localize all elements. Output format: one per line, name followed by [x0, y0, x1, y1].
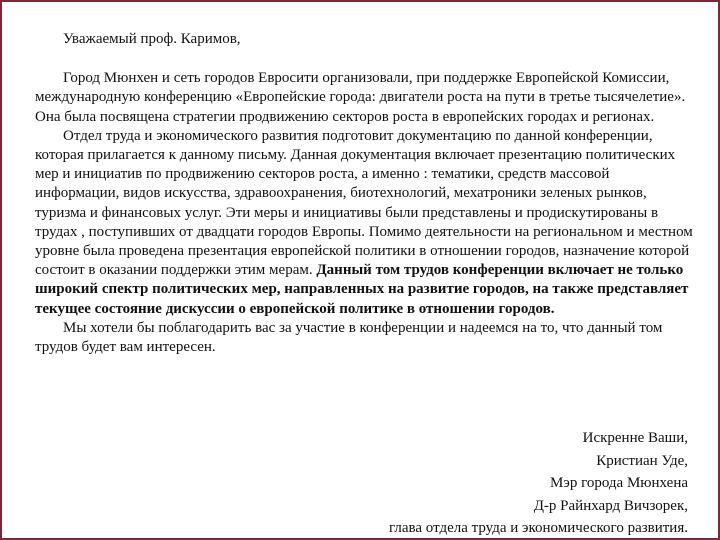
signature-block [389, 427, 688, 540]
paragraph-conference-intro [35, 69, 695, 127]
paragraph-conference-intro-text: Город Мюнхен и сеть городов Еврocити организовали, при поддержке Европейской Комиссии, международную конференцию «Европейские города: двигатели роста на пути в третье тысячелетие». Она была посвящена стратегии продвижению секторов роста в европейских городах и регионах. [35, 70, 686, 125]
signature-closing: Искренне Ваши, [582, 430, 688, 446]
signature-title-mayor: Мэр города Мюнхена [550, 475, 688, 491]
paragraph-thanks [35, 319, 695, 357]
paragraph-documentation [35, 127, 695, 319]
signature-name-head: Д-р Райнхард Вичзорек, [533, 497, 688, 514]
paragraph-thanks-text: Мы хотели бы поблагодарить вас за участие в конференции и надеемся на то, что данный том трудов будет вам интересен. [35, 319, 663, 356]
paragraph-documentation-text: Отдел труда и экономического развития подготовит документацию по данной конференции, которая прилагается к данному письму. Данная документация включает презентацию политических мер и инициатив по продвижению секторов роста, а именно : тематики, средств массовой информации, видов искусства, здравоохранения, биотехнологий, мехатроники зеленых рынков, туризма и финансовых услуг. Эти меры и инициативы были представлены и продискутированы в трудах , поступивших от двадцати городов Европы. Помимо деятельности на региональном и местном уровне была проведена презентация европейской политики в отношении городов, назначение которой состоит в оказании поддержки этим мерам. [35, 127, 693, 279]
signature-name-mayor: Кристиан Уде, [596, 452, 688, 469]
letter-greeting: Уважаемый проф. Каримов, [63, 31, 241, 47]
letter-body [35, 30, 695, 357]
paragraph-documentation-bold: Данный том трудов конференции включает не только широкий спектр политических мер, направленных на развитие городов, на также представляет текущее состояние дискуссии о европейской политике в отношении городов. [35, 262, 689, 317]
signature-title-head: глава отдела труда и экономического развития. [388, 520, 688, 536]
